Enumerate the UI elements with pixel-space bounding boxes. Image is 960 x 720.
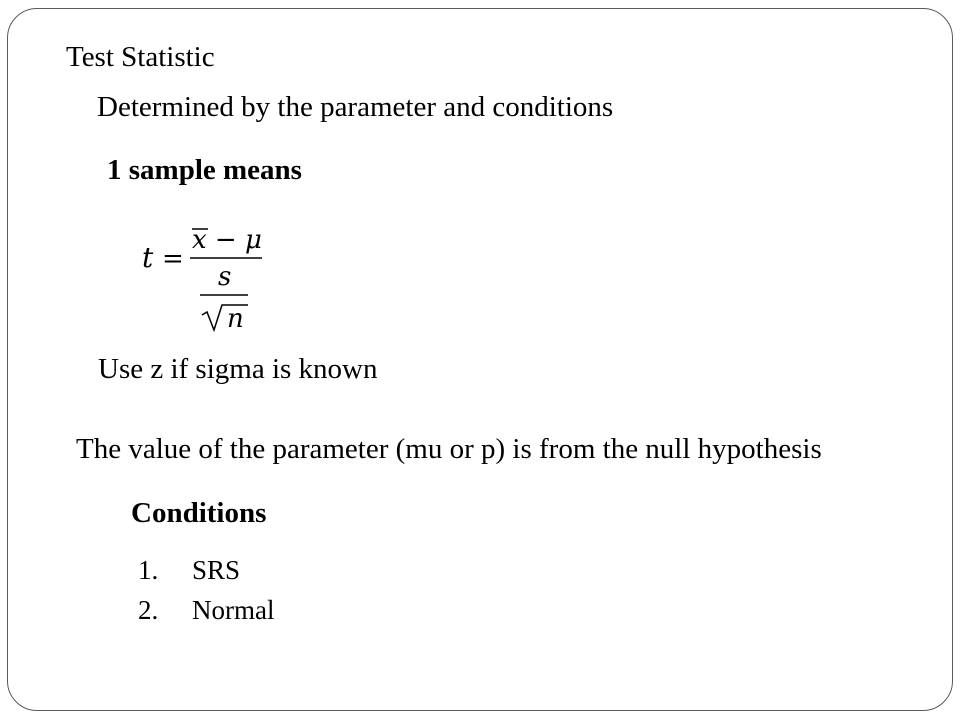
formula-equals: = [162,244,184,274]
t-statistic-formula [130,215,310,340]
condition-label: Normal [192,595,275,625]
condition-number: 1. [138,555,159,585]
parameter-value-text: The value of the parameter (mu or p) is from the null hypothesis [76,433,822,465]
formula-numerator: x − μ [192,225,262,255]
condition-item-normal [138,595,274,635]
slide-title: Test Statistic [66,41,215,73]
condition-item-srs [138,555,274,595]
condition-number: 2. [138,595,159,625]
conditions-list [138,555,274,635]
subheading-sample-means: 1 sample means [107,154,302,186]
formula-lhs-t: t [142,241,154,274]
condition-label: SRS [192,555,241,585]
formula-denominator-s: s [218,262,232,292]
determined-text: Determined by the parameter and conditions [97,91,614,123]
use-z-text: Use z if sigma is known [98,353,378,385]
formula-denominator-n: n [227,304,244,334]
conditions-heading: Conditions [131,497,267,529]
